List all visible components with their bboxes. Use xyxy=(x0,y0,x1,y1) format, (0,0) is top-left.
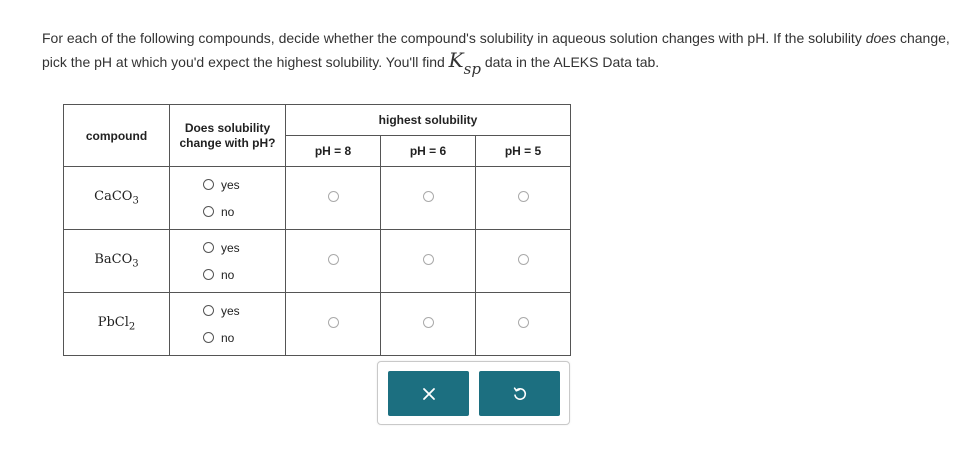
radio-circle[interactable] xyxy=(203,242,214,253)
compound-formula: CaCO$_3$ xyxy=(94,189,139,207)
radio-ph-5[interactable] xyxy=(518,317,529,328)
radio-circle[interactable] xyxy=(203,332,214,343)
close-icon xyxy=(422,387,436,401)
radio-ph-8[interactable] xyxy=(328,317,339,328)
ph-8-option xyxy=(286,167,381,230)
table-row xyxy=(64,230,571,293)
compound-cell xyxy=(64,293,170,356)
ph-6-option xyxy=(381,230,476,293)
radio-no[interactable]: no xyxy=(203,268,234,282)
ksp-symbol: $K_{sp}$ xyxy=(448,48,481,78)
solubility-table xyxy=(63,104,571,356)
radio-circle[interactable] xyxy=(203,269,214,280)
answer-button-panel xyxy=(377,361,570,425)
ph-6-option xyxy=(381,293,476,356)
reset-button[interactable] xyxy=(479,371,560,416)
clear-button[interactable] xyxy=(388,371,469,416)
table-row xyxy=(64,293,571,356)
compound-formula: BaCO$_3$ xyxy=(94,252,139,270)
radio-ph-6[interactable] xyxy=(423,254,434,265)
radio-no[interactable]: no xyxy=(203,205,234,219)
radio-yes[interactable]: yes xyxy=(203,304,240,318)
compound-formula: PbCl$_2$ xyxy=(97,315,136,333)
solubility-change-cell xyxy=(170,230,286,293)
radio-circle[interactable] xyxy=(203,206,214,217)
radio-ph-8[interactable] xyxy=(328,254,339,265)
radio-no[interactable]: no xyxy=(203,331,234,345)
table-row xyxy=(64,167,571,230)
ph-5-option xyxy=(476,167,571,230)
header-compound: compound xyxy=(64,105,170,167)
radio-ph-5[interactable] xyxy=(518,191,529,202)
radio-ph-6[interactable] xyxy=(423,191,434,202)
prompt-text-3: data in the ALEKS Data tab. xyxy=(480,54,660,70)
radio-ph-6[interactable] xyxy=(423,317,434,328)
header-ph-5: pH = 5 xyxy=(476,136,571,167)
radio-ph-8[interactable] xyxy=(328,191,339,202)
ph-5-option xyxy=(476,293,571,356)
radio-circle[interactable] xyxy=(203,179,214,190)
prompt-emphasis: does xyxy=(865,30,897,46)
header-ph-6: pH = 6 xyxy=(381,136,476,167)
undo-icon xyxy=(512,386,528,402)
ph-6-option xyxy=(381,167,476,230)
radio-circle[interactable] xyxy=(203,305,214,316)
solubility-change-cell xyxy=(170,167,286,230)
compound-cell xyxy=(64,230,170,293)
solubility-change-cell xyxy=(170,293,286,356)
question-prompt xyxy=(42,27,962,78)
ph-8-option xyxy=(286,230,381,293)
prompt-text-2: change, pick the pH at which you'd expect the highest solubility. You'll find xyxy=(42,30,950,70)
compound-cell xyxy=(64,167,170,230)
header-ph-8: pH = 8 xyxy=(286,136,381,167)
prompt-text-1: For each of the following compounds, decide whether the compound's solubility in aqueous solution changes with pH. If the solubility xyxy=(42,30,866,46)
header-highest-solubility: highest solubility xyxy=(286,105,571,136)
header-solubility-change: Does solubility change with pH? xyxy=(170,105,286,167)
ph-8-option xyxy=(286,293,381,356)
radio-yes[interactable]: yes xyxy=(203,241,240,255)
radio-ph-5[interactable] xyxy=(518,254,529,265)
ph-5-option xyxy=(476,230,571,293)
radio-yes[interactable]: yes xyxy=(203,178,240,192)
